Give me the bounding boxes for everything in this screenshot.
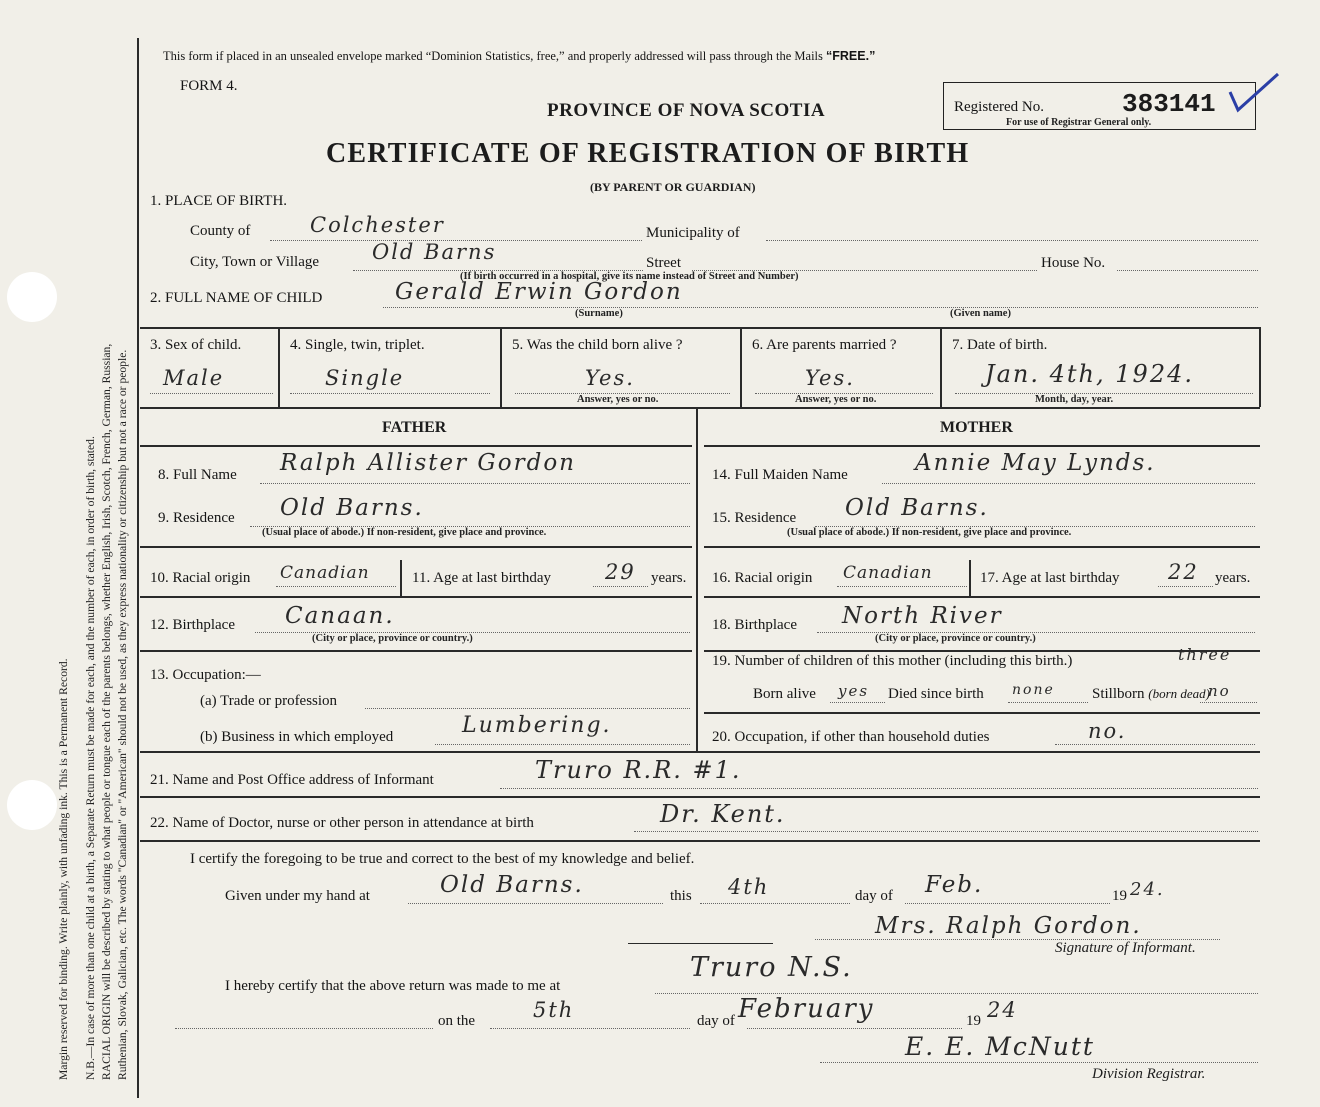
mother-abode-note: (Usual place of abode.) If non-resident, give place and province. bbox=[787, 527, 1072, 538]
father-birthplace-label: 12. Birthplace bbox=[150, 617, 235, 633]
registered-number-box bbox=[943, 82, 1256, 130]
parents-married-label: 6. Are parents married ? bbox=[752, 337, 897, 353]
mother-racial-label: 16. Racial origin bbox=[712, 570, 813, 586]
father-age-label: 11. Age at last birthday bbox=[412, 570, 551, 586]
informant-signature-label: Signature of Informant. bbox=[1055, 940, 1196, 956]
registration-year-prefix: 19 bbox=[966, 1013, 981, 1029]
province-title: PROVINCE OF NOVA SCOTIA bbox=[547, 100, 826, 121]
binding-hole-bottom bbox=[7, 780, 57, 830]
father-age-value: 29 bbox=[605, 560, 636, 584]
child-name-value: Gerald Erwin Gordon bbox=[395, 279, 683, 305]
registration-month: February bbox=[738, 994, 875, 1024]
registration-day-of-label: day of bbox=[697, 1013, 735, 1029]
informant-value: Truro R.R. #1. bbox=[535, 756, 742, 784]
county-value: Colchester bbox=[310, 213, 445, 237]
doctor-label: 22. Name of Doctor, nurse or other person in attendance at birth bbox=[150, 815, 534, 831]
father-abode-note: (Usual place of abode.) If non-resident, give place and province. bbox=[262, 527, 547, 538]
date-of-birth-label: 7. Date of birth. bbox=[952, 337, 1048, 353]
date-of-birth-note: Month, day, year. bbox=[1035, 394, 1114, 405]
mother-heading: MOTHER bbox=[940, 419, 1013, 436]
margin-note-multiple-births: N.B.—In case of more than one child at a birth, a Separate Return must be made for each, and the number of each, in order of birth, stated. bbox=[84, 436, 97, 1080]
father-racial-value: Canadian bbox=[280, 563, 370, 583]
died-label: Died since birth bbox=[888, 686, 984, 702]
mother-age-label: 17. Age at last birthday bbox=[980, 570, 1120, 586]
registrar-certify-text: I hereby certify that the above return was made to me at bbox=[225, 978, 561, 994]
municipality-label: Municipality of bbox=[646, 225, 740, 241]
day-of-label: day of bbox=[855, 888, 893, 904]
died-value: none bbox=[1012, 682, 1055, 698]
born-alive-count-label: Born alive bbox=[753, 686, 816, 702]
father-residence-value: Old Barns. bbox=[280, 495, 424, 521]
registrar-note: For use of Registrar General only. bbox=[1006, 117, 1152, 128]
father-residence-label: 9. Residence bbox=[158, 510, 235, 526]
sex-label: 3. Sex of child. bbox=[150, 337, 242, 353]
registration-day: 5th bbox=[533, 998, 575, 1022]
registered-number: 383141 bbox=[1122, 89, 1216, 119]
on-the-label: on the bbox=[438, 1013, 476, 1029]
trade-label: (a) Trade or profession bbox=[200, 693, 338, 709]
county-label: County of bbox=[190, 223, 251, 239]
informant-label: 21. Name and Post Office address of Informant bbox=[150, 772, 434, 788]
this-label: this bbox=[670, 888, 692, 904]
mother-years-label: years. bbox=[1215, 570, 1251, 586]
born-alive-value: Yes. bbox=[585, 366, 635, 390]
children-count-label: 19. Number of children of this mother (including this birth.) bbox=[712, 653, 1073, 669]
margin-note-binding: Margin reserved for binding. Write plainly, with unfading ink. This is a Permanent Record. bbox=[57, 658, 70, 1080]
check-mark-icon bbox=[1226, 70, 1286, 124]
mail-note: This form if placed in an unsealed envelope marked “Dominion Statistics, free,” and properly addressed will pass through the Mails “FREE.” bbox=[163, 49, 876, 63]
given-year: 24. bbox=[1130, 879, 1165, 900]
child-name-label: 2. FULL NAME OF CHILD bbox=[150, 290, 323, 306]
father-racial-label: 10. Racial origin bbox=[150, 570, 251, 586]
children-count-value: three bbox=[1178, 645, 1232, 664]
hospital-note: (If birth occurred in a hospital, give its name instead of Street and Number) bbox=[460, 271, 799, 282]
father-birthplace-value: Canaan. bbox=[285, 603, 395, 629]
mother-occupation-value: no. bbox=[1088, 719, 1127, 743]
father-city-note: (City or place, province or country.) bbox=[312, 633, 473, 644]
registrar-place: Truro N.S. bbox=[690, 952, 853, 983]
mother-residence-value: Old Barns. bbox=[845, 495, 989, 521]
father-name-label: 8. Full Name bbox=[158, 467, 237, 483]
father-occupation-label: 13. Occupation:— bbox=[150, 667, 261, 683]
given-label: Given under my hand at bbox=[225, 888, 370, 904]
registration-year: 24 bbox=[987, 998, 1018, 1022]
mother-age-value: 22 bbox=[1168, 560, 1199, 584]
sex-value: Male bbox=[163, 366, 225, 390]
stillborn-value: no bbox=[1208, 682, 1231, 700]
mother-city-note: (City or place, province or country.) bbox=[875, 633, 1036, 644]
date-of-birth-value: Jan. 4th, 1924. bbox=[985, 360, 1194, 388]
given-month: Feb. bbox=[925, 872, 984, 898]
father-heading: FATHER bbox=[382, 419, 447, 436]
business-label: (b) Business in which employed bbox=[200, 729, 394, 745]
given-name-note: (Given name) bbox=[950, 308, 1011, 319]
registrar-signature-label: Division Registrar. bbox=[1092, 1066, 1206, 1082]
father-years-label: years. bbox=[651, 570, 687, 586]
binding-hole-top bbox=[7, 272, 57, 322]
father-name-value: Ralph Allister Gordon bbox=[280, 450, 576, 476]
born-alive-label: 5. Was the child born alive ? bbox=[512, 337, 683, 353]
doctor-value: Dr. Kent. bbox=[660, 800, 786, 828]
margin-note-racial-origin-cont: Ruthenian, Slovak, Galician, etc. The words "Canadian" or "American" should not be used, as they express nationality or citizenship but not a race or people. bbox=[116, 349, 129, 1080]
place-of-birth-heading: 1. PLACE OF BIRTH. bbox=[150, 193, 288, 209]
mother-racial-value: Canadian bbox=[843, 563, 933, 583]
born-alive-count-value: yes bbox=[838, 682, 870, 700]
mother-birthplace-label: 18. Birthplace bbox=[712, 617, 797, 633]
house-label: House No. bbox=[1041, 255, 1106, 271]
given-place: Old Barns. bbox=[440, 872, 584, 898]
mother-occupation-label: 20. Occupation, if other than household duties bbox=[712, 729, 990, 745]
certificate-title: CERTIFICATE OF REGISTRATION OF BIRTH bbox=[326, 138, 970, 169]
born-alive-note: Answer, yes or no. bbox=[577, 394, 659, 405]
multiple-label: 4. Single, twin, triplet. bbox=[290, 337, 425, 353]
informant-signature: Mrs. Ralph Gordon. bbox=[875, 913, 1142, 939]
mother-name-label: 14. Full Maiden Name bbox=[712, 467, 848, 483]
margin-note-racial-origin: RACIAL ORIGIN will be described by stating to what people or tongue each of the parents belongs, whether English, Irish, Scotch, French, German, Russian, bbox=[100, 343, 113, 1080]
business-value: Lumbering. bbox=[462, 713, 612, 738]
city-label: City, Town or Village bbox=[190, 254, 320, 270]
given-year-prefix: 19 bbox=[1112, 888, 1127, 904]
mother-residence-label: 15. Residence bbox=[712, 510, 797, 526]
parents-married-value: Yes. bbox=[805, 366, 855, 390]
binding-margin-line bbox=[137, 38, 139, 1098]
form-number: FORM 4. bbox=[180, 78, 238, 94]
certify-text: I certify the foregoing to be true and correct to the best of my knowledge and belief. bbox=[190, 851, 695, 867]
given-day: 4th bbox=[728, 875, 770, 899]
mother-name-value: Annie May Lynds. bbox=[915, 450, 1156, 476]
city-value: Old Barns bbox=[372, 240, 497, 264]
stillborn-label: Stillborn (born dead) bbox=[1092, 686, 1211, 702]
certificate-subtitle: (BY PARENT OR GUARDIAN) bbox=[590, 180, 756, 194]
parents-married-note: Answer, yes or no. bbox=[795, 394, 877, 405]
street-label: Street bbox=[646, 255, 681, 271]
registered-label: Registered No. bbox=[954, 99, 1044, 115]
surname-note: (Surname) bbox=[575, 308, 623, 319]
multiple-value: Single bbox=[325, 366, 405, 390]
registrar-signature: E. E. McNutt bbox=[905, 1032, 1095, 1061]
mother-birthplace-value: North River bbox=[842, 603, 1003, 629]
